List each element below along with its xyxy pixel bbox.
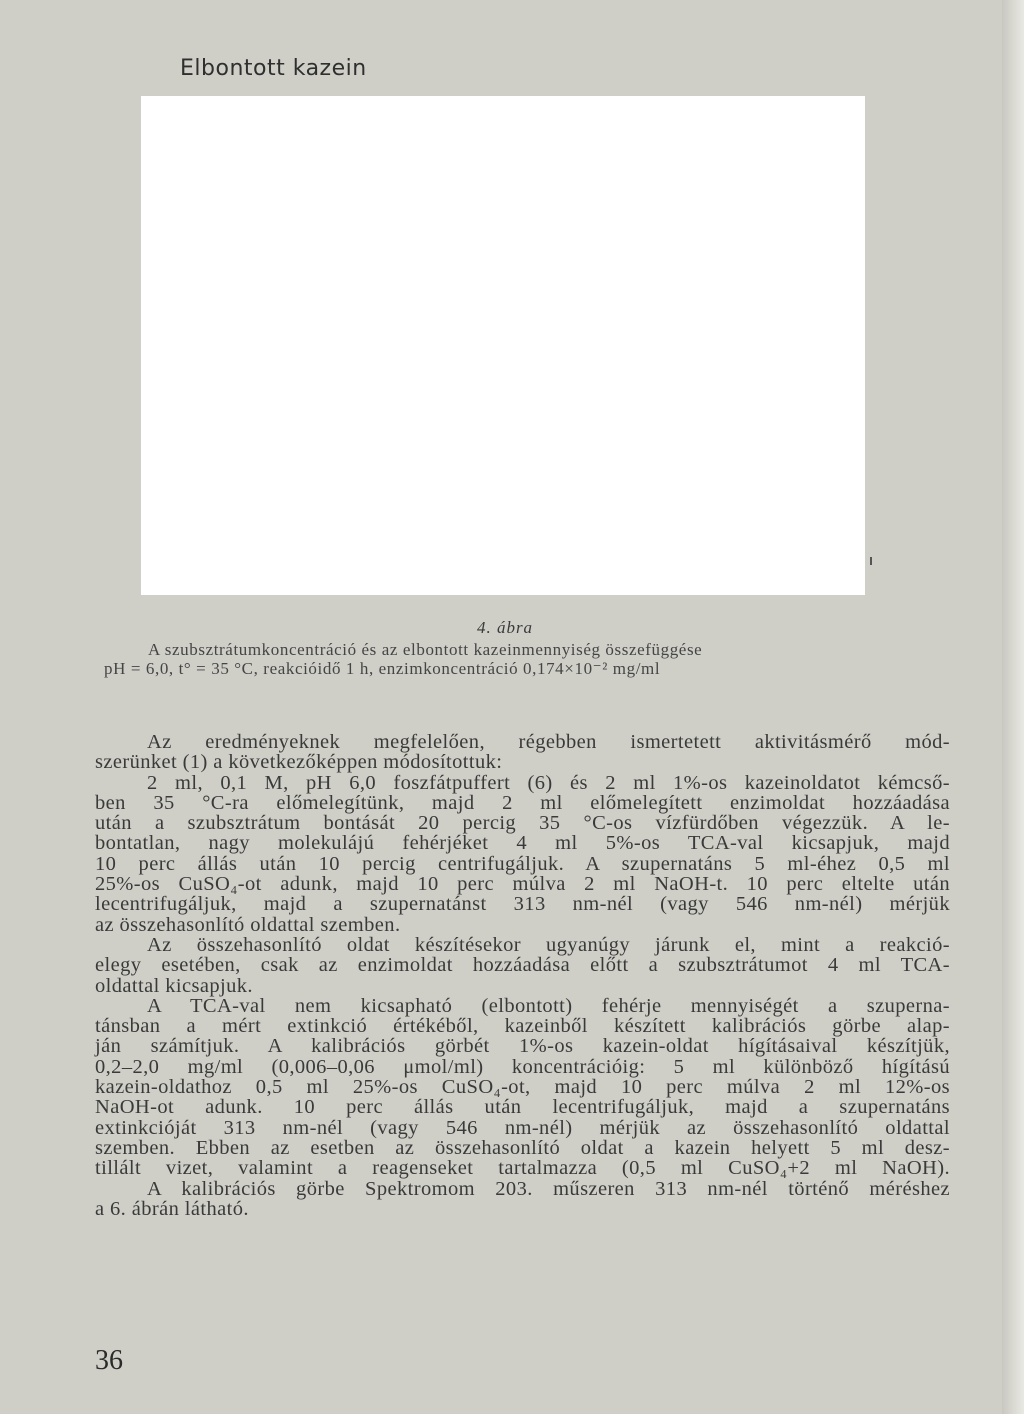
body-line: bontatlan, nagy molekulájú fehérjéket 4 ml 5%-os TCA-val kicsapjuk, majd bbox=[95, 832, 950, 855]
body-line: 10 perc állás után 10 percig centrifugáljuk. A szupernatáns 5 ml-éhez 0,5 ml bbox=[95, 852, 950, 875]
body-line: a 6. ábrán látható. bbox=[95, 1197, 249, 1220]
body-line: NaOH-ot adunk. 10 perc állás után lecentrifugáljuk, majd a szupernatáns bbox=[95, 1096, 950, 1119]
body-line: A kalibrációs görbe Spektromom 203. műszeren 313 nm-nél történő méréshez bbox=[147, 1177, 950, 1200]
body-line: elegy esetében, csak az enzimoldat hozzáadása előtt a szubsztrátumot 4 ml TCA- bbox=[95, 954, 950, 977]
body-line: az összehasonlító oldattal szemben. bbox=[95, 913, 401, 936]
figure-caption-line-1: A szubsztrátumkoncentráció és az elbontott kazeinmennyiség összefüggése bbox=[148, 640, 703, 659]
body-line: Az eredményeknek megfelelően, régebben ismertetett aktivitásmérő mód- bbox=[147, 731, 950, 753]
body-line: oldattal kicsapjuk. bbox=[95, 974, 253, 997]
body-line: után a szubsztrátum bontását 20 percig 35 °C-os vízfürdőben végezzük. A le- bbox=[95, 812, 950, 835]
body-line: kazein-oldathoz 0,5 ml 25%-os CuSO₄-ot, majd 10 perc múlva 2 ml 12%-os bbox=[95, 1076, 950, 1099]
body-line: extinkcióját 313 nm-nél (vagy 546 nm-nél) mérjük az összehasonlító oldattal bbox=[95, 1116, 950, 1139]
body-line: 25%-os CuSO₄-ot adunk, majd 10 perc múlva 2 ml NaOH-t. 10 perc eltelte után bbox=[95, 873, 950, 896]
body-line: ben 35 °C-ra előmelegítünk, majd 2 ml előmelegített enzimoldat hozzáadása bbox=[95, 791, 950, 814]
body-text bbox=[95, 732, 950, 1219]
page-number: 36 bbox=[95, 1345, 123, 1376]
body-line: 0,2–2,0 mg/ml (0,006–0,06 μmol/ml) koncentrációig: 5 ml különböző hígítású bbox=[95, 1055, 950, 1078]
body-line: Az összehasonlító oldat készítésekor ugyanúgy járunk el, mint a reakció- bbox=[147, 933, 950, 956]
body-line: tillált vizet, valamint a reagenseket tartalmazza (0,5 ml CuSO₄+2 ml NaOH). bbox=[95, 1157, 950, 1180]
body-line: szerünket (1) a következőképpen módosítottuk: bbox=[95, 751, 503, 774]
body-line: tánsban a mért extinkció értékéből, kazeinből készített kalibrációs görbe alap- bbox=[95, 1015, 950, 1038]
figure-caption-line-2: pH = 6,0, t° = 35 °C, reakcióidő 1 h, enzimkoncentráció 0,174×10⁻² mg/ml bbox=[104, 659, 661, 678]
body-line: ján számítjuk. A kalibrációs görbét 1%-os kazein-oldat hígításaival készítjük, bbox=[95, 1035, 950, 1058]
figure-image-area bbox=[141, 96, 865, 595]
body-line: lecentrifugáljuk, majd a szupernatánst 313 nm-nél (vagy 546 nm-nél) mérjük bbox=[95, 893, 950, 916]
body-line: szemben. Ebben az esetben az összehasonlító oldat a kazein helyett 5 ml desz- bbox=[95, 1136, 950, 1159]
figure-tick-mark bbox=[870, 557, 872, 565]
figure-number: 4. ábra bbox=[476, 618, 534, 637]
page-edge-shadow bbox=[1002, 0, 1024, 1414]
running-head: Elbontott kazein bbox=[180, 56, 367, 81]
body-line: A TCA-val nem kicsapható (elbontott) fehérje mennyiségét a szuperna- bbox=[147, 994, 950, 1017]
body-line: 2 ml, 0,1 M, pH 6,0 foszfátpuffert (6) és 2 ml 1%-os kazeinoldatot kémcső- bbox=[147, 771, 950, 794]
